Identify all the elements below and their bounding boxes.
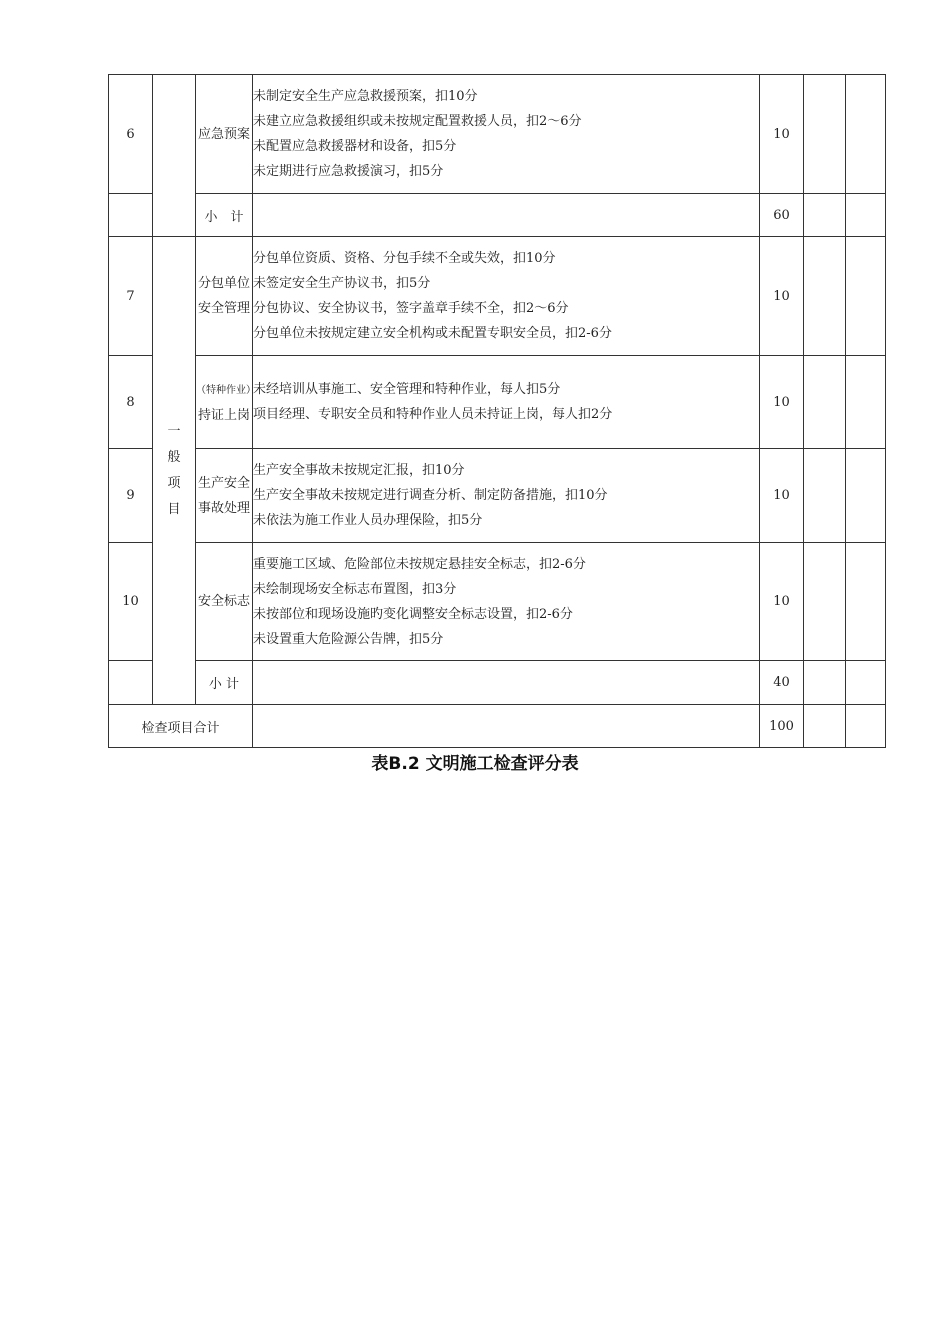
actual-score-cell — [846, 237, 886, 356]
deduction-item: 未制定安全生产应急救援预案，扣10分 — [253, 89, 478, 104]
table-row — [109, 237, 886, 356]
table-row — [109, 75, 886, 194]
deducted-score-cell — [804, 705, 846, 748]
deduction-item: 分包单位未按规定建立安全机构或未配置专职安全员，扣2-6分 — [253, 326, 612, 341]
deduction-item: 未设置重大危险源公告牌，扣5分 — [253, 631, 444, 647]
deduction-item: 未经培训从事施工、安全管理和特种作业，每人扣5分 — [253, 382, 561, 397]
deduction-item: 重要施工区域、危险部位未按规定悬挂安全标志，扣2-6分 — [253, 556, 586, 572]
empty-number-cell — [109, 194, 153, 237]
table-row — [109, 356, 886, 449]
row-number: 9 — [109, 449, 153, 543]
deducted-score-cell — [804, 661, 846, 705]
deduction-item: 未绘制现场安全标志布置图，扣3分 — [253, 581, 457, 597]
actual-score-cell — [846, 449, 886, 543]
deduction-item: 未定期进行应急救援演习，扣5分 — [253, 164, 444, 179]
subtotal-score: 60 — [760, 194, 804, 237]
item-name — [196, 356, 256, 449]
actual-score-cell — [846, 194, 886, 237]
item-name: 分包单位安全管理 — [196, 237, 253, 356]
row-number: 10 — [109, 543, 153, 661]
subtotal-label: 小 计 — [196, 194, 253, 237]
item-name-main: 持证上岗 — [197, 407, 250, 423]
deducted-score-cell — [804, 543, 846, 661]
deducted-score-cell — [804, 449, 846, 543]
group-label: 一般项目 — [167, 423, 181, 517]
deduction-item: 分包协议、安全协议书，签字盖章手续不全，扣2～6分 — [253, 301, 569, 316]
actual-score-cell — [846, 705, 886, 748]
total-score: 100 — [760, 705, 804, 748]
empty-number-cell — [109, 661, 153, 705]
table-row — [109, 543, 886, 661]
deduction-list — [253, 543, 760, 661]
deducted-score-cell — [804, 194, 846, 237]
item-name: 生产安全事故处理 — [196, 449, 253, 543]
max-score: 10 — [760, 543, 804, 661]
item-name: 安全标志 — [196, 543, 253, 661]
row-number: 6 — [109, 75, 153, 194]
deducted-score-cell — [804, 75, 846, 194]
row-number: 7 — [109, 237, 153, 356]
deduction-item: 分包单位资质、资格、分包手续不全或失效，扣10分 — [253, 251, 556, 266]
max-score: 10 — [760, 449, 804, 543]
total-label: 检查项目合计 — [109, 705, 253, 748]
score-table — [108, 74, 886, 748]
deduction-item: 生产安全事故未按规定汇报，扣10分 — [253, 463, 465, 478]
subtotal-score: 40 — [760, 661, 804, 705]
subtotal-label: 小 计 — [196, 661, 253, 705]
deduction-item: 未建立应急救援组织或未按规定配置救援人员，扣2～6分 — [253, 114, 582, 129]
item-name-prefix: （特种作业） — [196, 384, 256, 396]
deduction-list — [253, 449, 760, 543]
deduction-list — [253, 356, 760, 449]
deduction-item: 未按部位和现场设施旳变化调整安全标志设置，扣2-6分 — [253, 606, 573, 622]
empty-items-cell — [253, 661, 760, 705]
row-number: 8 — [109, 356, 153, 449]
deduction-item: 未配置应急救援器材和设备，扣5分 — [253, 139, 457, 154]
deduction-item: 生产安全事故未按规定进行调查分析、制定防备措施，扣10分 — [253, 488, 608, 503]
subtotal-row — [109, 194, 886, 237]
subtotal-row — [109, 661, 886, 705]
total-row — [109, 705, 886, 748]
deduction-list — [253, 237, 760, 356]
group-label-cell — [153, 237, 196, 705]
empty-items-cell — [253, 194, 760, 237]
max-score: 10 — [760, 75, 804, 194]
deduction-item: 未依法为施工作业人员办理保险，扣5分 — [253, 513, 483, 528]
table-row — [109, 449, 886, 543]
deducted-score-cell — [804, 356, 846, 449]
max-score: 10 — [760, 237, 804, 356]
empty-items-cell — [253, 705, 760, 748]
item-name: 应急预案 — [196, 75, 253, 194]
deduction-list — [253, 75, 760, 194]
actual-score-cell — [846, 356, 886, 449]
max-score: 10 — [760, 356, 804, 449]
actual-score-cell — [846, 75, 886, 194]
deduction-item: 项目经理、专职安全员和特种作业人员未持证上岗，每人扣2分 — [253, 407, 613, 422]
deducted-score-cell — [804, 237, 846, 356]
table-caption: 表B.2 文明施工检查评分表 — [371, 754, 579, 774]
group-cell-top — [153, 75, 196, 237]
actual-score-cell — [846, 543, 886, 661]
deduction-item: 未签定安全生产协议书，扣5分 — [253, 276, 431, 291]
actual-score-cell — [846, 661, 886, 705]
